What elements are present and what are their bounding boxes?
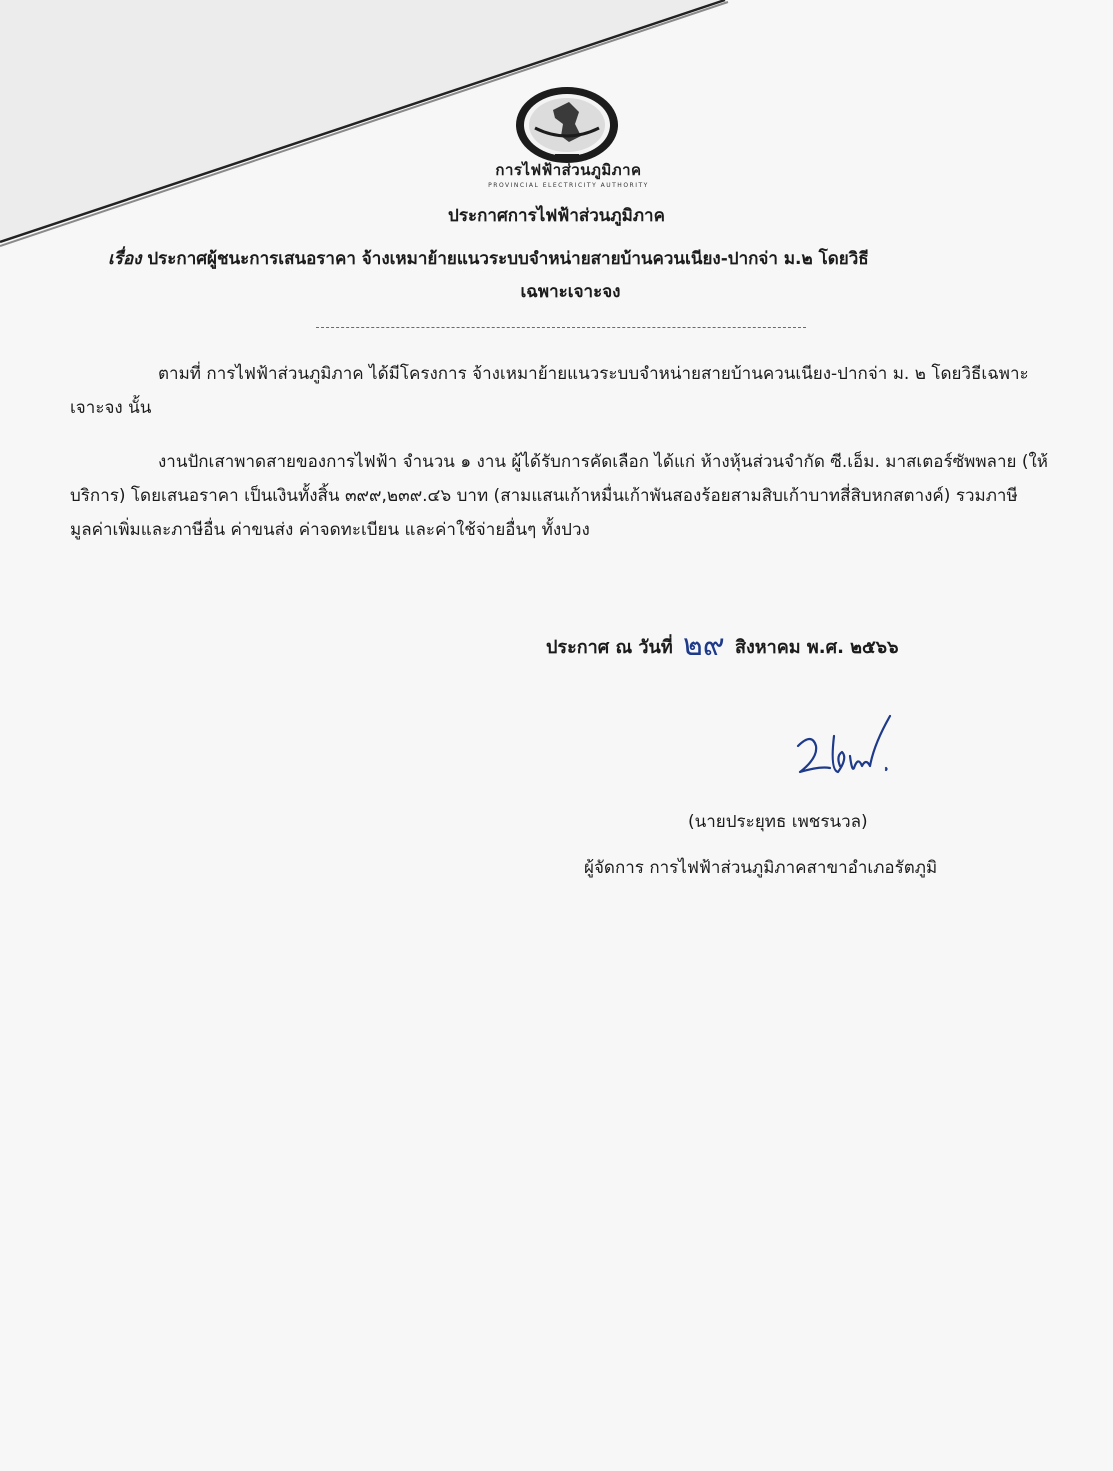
paragraph-1-text: ตามที่ การไฟฟ้าส่วนภูมิภาค ได้มีโครงการ จ้างเหมาย้ายแนวระบบจำหน่ายสายบ้านควนเนียง-ปากจ่า ม. ๒ โดยวิธีเฉพาะเจาะจง นั้น xyxy=(70,364,1029,418)
date-month-year: สิงหาคม พ.ศ. ๒๕๖๖ xyxy=(735,637,899,658)
paragraph-2 xyxy=(70,445,1050,547)
date-prefix: ประกาศ ณ วันที่ xyxy=(546,637,673,658)
announcement-date xyxy=(546,620,899,667)
separator-line xyxy=(316,327,806,328)
signer-name: (นายประยุทธ เพชรนวล) xyxy=(688,812,868,832)
date-day-handwritten: ๒๙ xyxy=(682,628,725,663)
subject-line-1: ประกาศผู้ชนะการเสนอราคา จ้างเหมาย้ายแนวระบบจำหน่ายสายบ้านควนเนียง-ปากจ่า ม.๒ โดยวิธี xyxy=(147,249,869,269)
announcement-subject xyxy=(108,243,1033,309)
announcement-title: ประกาศการไฟฟ้าส่วนภูมิภาค xyxy=(448,206,665,226)
organization-name-english: PROVINCIAL ELECTRICITY AUTHORITY xyxy=(488,182,649,189)
paragraph-1 xyxy=(70,357,1050,425)
signature-handwritten xyxy=(790,706,910,788)
signer-position: ผู้จัดการ การไฟฟ้าส่วนภูมิภาคสาขาอำเภอรัตภูมิ xyxy=(584,858,938,878)
pea-logo-icon xyxy=(513,84,621,166)
paragraph-2-text: งานปักเสาพาดสายของการไฟฟ้า จำนวน ๑ งาน ผู้ได้รับการคัดเลือก ได้แก่ ห้างหุ้นส่วนจำกัด ซี.เอ็ม. มาสเตอร์ซัพพลาย (ให้บริการ) โดยเสนอราคา เป็นเงินทั้งสิ้น ๓๙๙,๒๓๙.๔๖ บาท (สามแสนเก้าหมื่นเก้าพันสองร้อยสามสิบเก้าบาทสี่สิบหกสตางค์) รวมภาษีมูลค่าเพิ่มและภาษีอื่น ค่าขนส่ง ค่าจดทะเบียน และค่าใช้จ่ายอื่นๆ ทั้งปวง xyxy=(70,452,1049,540)
organization-name-thai: การไฟฟ้าส่วนภูมิภาค xyxy=(495,161,642,179)
subject-line-2: เฉพาะเจาะจง xyxy=(520,282,621,302)
subject-prefix: เรื่อง xyxy=(108,249,142,269)
